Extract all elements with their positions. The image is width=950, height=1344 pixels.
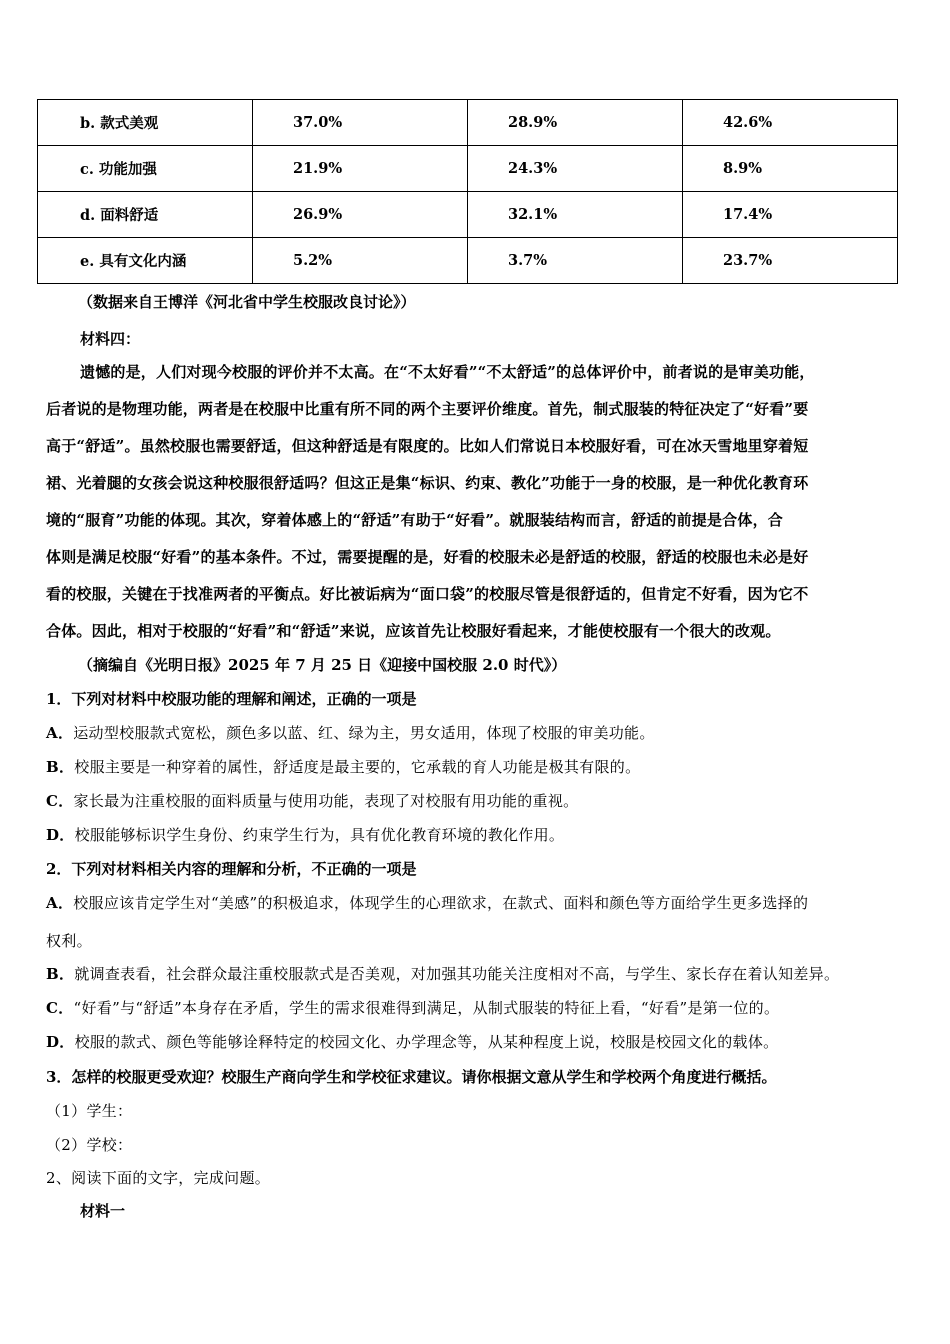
q3-part-students: （1）学生： <box>46 1102 133 1120</box>
material1-heading: 材料一 <box>80 1202 126 1220</box>
q2-option-a-continued: 权利。 <box>46 932 92 950</box>
material4-line: 后者说的是物理功能，两者是在校服中比重有所不同的两个主要评价维度。首先，制式服装的特征决定了“好看”要 <box>46 400 809 418</box>
q2-option-a: A．校服应该肯定学生对“美感”的积极追求，体现学生的心理欲求，在款式、面料和颜色等方面给学生更多选择的 <box>46 894 809 912</box>
q1-option-d: D．校服能够标识学生身份、约束学生行为，具有优化教育环境的教化作用。 <box>46 826 565 844</box>
table-cell: 23.7% <box>683 238 898 284</box>
table-cell: 42.6% <box>683 100 898 146</box>
table-cell: 8.9% <box>683 146 898 192</box>
material4-line: 遗憾的是，人们对现今校服的评价并不太高。在“不太好看”“不太舒适”的总体评价中，前者说的是审美功能， <box>80 363 815 381</box>
survey-table <box>37 99 898 284</box>
table-cell: 21.9% <box>253 146 468 192</box>
material4-source: （摘编自《光明日报》2025 年 7 月 25 日《迎接中国校服 2.0 时代》） <box>78 656 567 674</box>
table-source: （数据来自王博洋《河北省中学生校服改良讨论》） <box>78 293 416 311</box>
table-cell: e. 具有文化内涵 <box>38 238 253 284</box>
question-3-stem: 3．怎样的校服更受欢迎？校服生产商向学生和学校征求建议。请你根据文意从学生和学校两个角度进行概括。 <box>46 1068 777 1086</box>
material4-line: 看的校服，关键在于找准两者的平衡点。好比被诟病为“面口袋”的校服尽管是很舒适的，但肯定不好看，因为它不 <box>46 585 809 603</box>
table-cell: c. 功能加强 <box>38 146 253 192</box>
material4-line: 高于“舒适”。虽然校服也需要舒适，但这种舒适是有限度的。比如人们常说日本校服好看，可在冰天雪地里穿着短 <box>46 437 809 455</box>
q3-part-school: （2）学校： <box>46 1136 133 1154</box>
material4-line: 裙、光着腿的女孩会说这种校服很舒适吗？但这正是集“标识、约束、教化”功能于一身的校服，是一种优化教育环 <box>46 474 809 492</box>
table-row <box>38 100 898 146</box>
table-cell: d. 面料舒适 <box>38 192 253 238</box>
material4-line: 合体。因此，相对于校服的“好看”和“舒适”来说，应该首先让校服好看起来，才能使校服有一个很大的改观。 <box>46 622 781 640</box>
table-cell: b. 款式美观 <box>38 100 253 146</box>
table-cell: 17.4% <box>683 192 898 238</box>
table-cell: 5.2% <box>253 238 468 284</box>
section-2-title: 2、阅读下面的文字，完成问题。 <box>46 1169 271 1187</box>
table-row <box>38 238 898 284</box>
q2-option-b: B．就调查表看，社会群众最注重校服款式是否美观，对加强其功能关注度相对不高，与学生、家长存在着认知差异。 <box>46 965 840 983</box>
material4-line: 体则是满足校服“好看”的基本条件。不过，需要提醒的是，好看的校服未必是舒适的校服，舒适的校服也未必是好 <box>46 548 809 566</box>
table-cell: 24.3% <box>468 146 683 192</box>
table-cell: 37.0% <box>253 100 468 146</box>
table-cell: 28.9% <box>468 100 683 146</box>
q2-option-c: C．“好看”与“舒适”本身存在矛盾，学生的需求很难得到满足，从制式服装的特征上看，“好看”是第一位的。 <box>46 999 780 1017</box>
q1-option-a: A．运动型校服款式宽松，颜色多以蓝、红、绿为主，男女适用，体现了校服的审美功能。 <box>46 724 655 742</box>
material4-heading: 材料四： <box>80 330 141 348</box>
table-cell: 32.1% <box>468 192 683 238</box>
q2-option-d: D．校服的款式、颜色等能够诠释特定的校园文化、办学理念等，从某种程度上说，校服是校园文化的载体。 <box>46 1033 779 1051</box>
q1-option-c: C．家长最为注重校服的面料质量与使用功能，表现了对校服有用功能的重视。 <box>46 792 579 810</box>
table-row <box>38 192 898 238</box>
question-1-stem: 1．下列对材料中校服功能的理解和阐述，正确的一项是 <box>46 690 417 708</box>
q1-option-b: B．校服主要是一种穿着的属性，舒适度是最主要的，它承载的育人功能是极其有限的。 <box>46 758 641 776</box>
table-cell: 26.9% <box>253 192 468 238</box>
table-cell: 3.7% <box>468 238 683 284</box>
question-2-stem: 2．下列对材料相关内容的理解和分析，不正确的一项是 <box>46 860 417 878</box>
table-row <box>38 146 898 192</box>
material4-line: 境的“服育”功能的体现。其次，穿着体感上的“舒适”有助于“好看”。就服装结构而言，舒适的前提是合体，合 <box>46 511 783 529</box>
